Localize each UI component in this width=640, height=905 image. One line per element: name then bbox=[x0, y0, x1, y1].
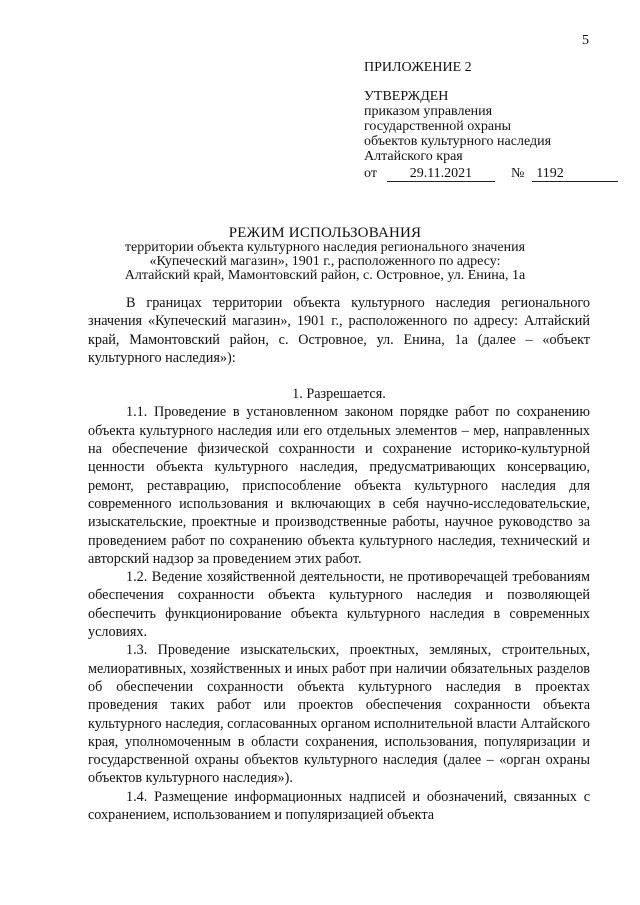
title-heading: РЕЖИМ ИСПОЛЬЗОВАНИЯ bbox=[228, 225, 422, 241]
appendix-label: ПРИЛОЖЕНИЕ 2 bbox=[364, 60, 472, 75]
order-row bbox=[364, 166, 614, 182]
approval-line: государственной охраны bbox=[364, 119, 512, 134]
approved-label: УТВЕРЖДЕН bbox=[364, 89, 449, 104]
document-body bbox=[88, 294, 590, 824]
order-number: 1192 bbox=[532, 167, 618, 182]
list-item: 1.1. Проведение в установленном законом порядке работ по сохранению объекта культурного наследия или его отдельных элементов – мер, направленных на обеспечение физической сохранности и сохранение историко-культурной ценности объекта культурного наследия, предусматривающих консервацию, ремонт, реставрацию, приспособление объекта культурного наследия для современного использования и включающих в себя научно-исследовательские, изыскательские, проектные и производственные работы, научное руководство за проведением работ по сохранению объекта культурного наследия, технический и авторский надзор за проведением этих работ. bbox=[88, 404, 590, 567]
approval-line: приказом управления bbox=[364, 104, 493, 119]
page-number: 5 bbox=[582, 33, 589, 48]
approval-block bbox=[364, 60, 614, 182]
section-heading: 1. Разрешается. bbox=[292, 386, 386, 403]
order-date: 29.11.2021 bbox=[387, 167, 495, 182]
approval-line: Алтайского края bbox=[364, 149, 463, 164]
document-title bbox=[90, 226, 560, 283]
list-item: 1.4. Размещение информационных надписей и обозначений, связанных с сохранением, использованием и популяризацией объекта bbox=[88, 788, 590, 824]
list-item: 1.3. Проведение изыскательских, проектных, земляных, строительных, мелиоративных, хозяйственных и иных работ при наличии обязательных разделов об обеспечении сохранности объекта культурного наследия в проектах проведения таких работ или проектов обеспечения сохранности объекта культурного наследия, согласованных органом исполнительной власти Алтайского края, уполномоченным в области сохранения, использования, популяризации и государственной охраны объектов культурного наследия (далее – «орган охраны объектов культурного наследия»). bbox=[88, 642, 590, 787]
title-line: территории объекта культурного наследия регионального значения bbox=[124, 240, 526, 255]
list-item: 1.2. Ведение хозяйственной деятельности, не противоречащей требованиям обеспечения сохранности объекта культурного наследия и позволяющей обеспечить функционирование объекта культурного наследия в современных условиях. bbox=[88, 569, 590, 641]
number-label: № bbox=[510, 166, 525, 181]
title-line: Алтайский край, Мамонтовский район, с. Островное, ул. Енина, 1а bbox=[124, 268, 526, 283]
title-line: «Купеческий магазин», 1901 г., расположенного по адресу: bbox=[149, 254, 501, 269]
from-label: от bbox=[364, 166, 377, 181]
approval-line: объектов культурного наследия bbox=[364, 134, 552, 149]
intro-paragraph: В границах территории объекта культурного наследия регионального значения «Купеческий магазин», 1901 г., расположенного по адресу: Алтайский край, Мамонтовский район, с. Островное, ул. Енина, 1а (далее – «объект культурного наследия»): bbox=[88, 295, 590, 366]
